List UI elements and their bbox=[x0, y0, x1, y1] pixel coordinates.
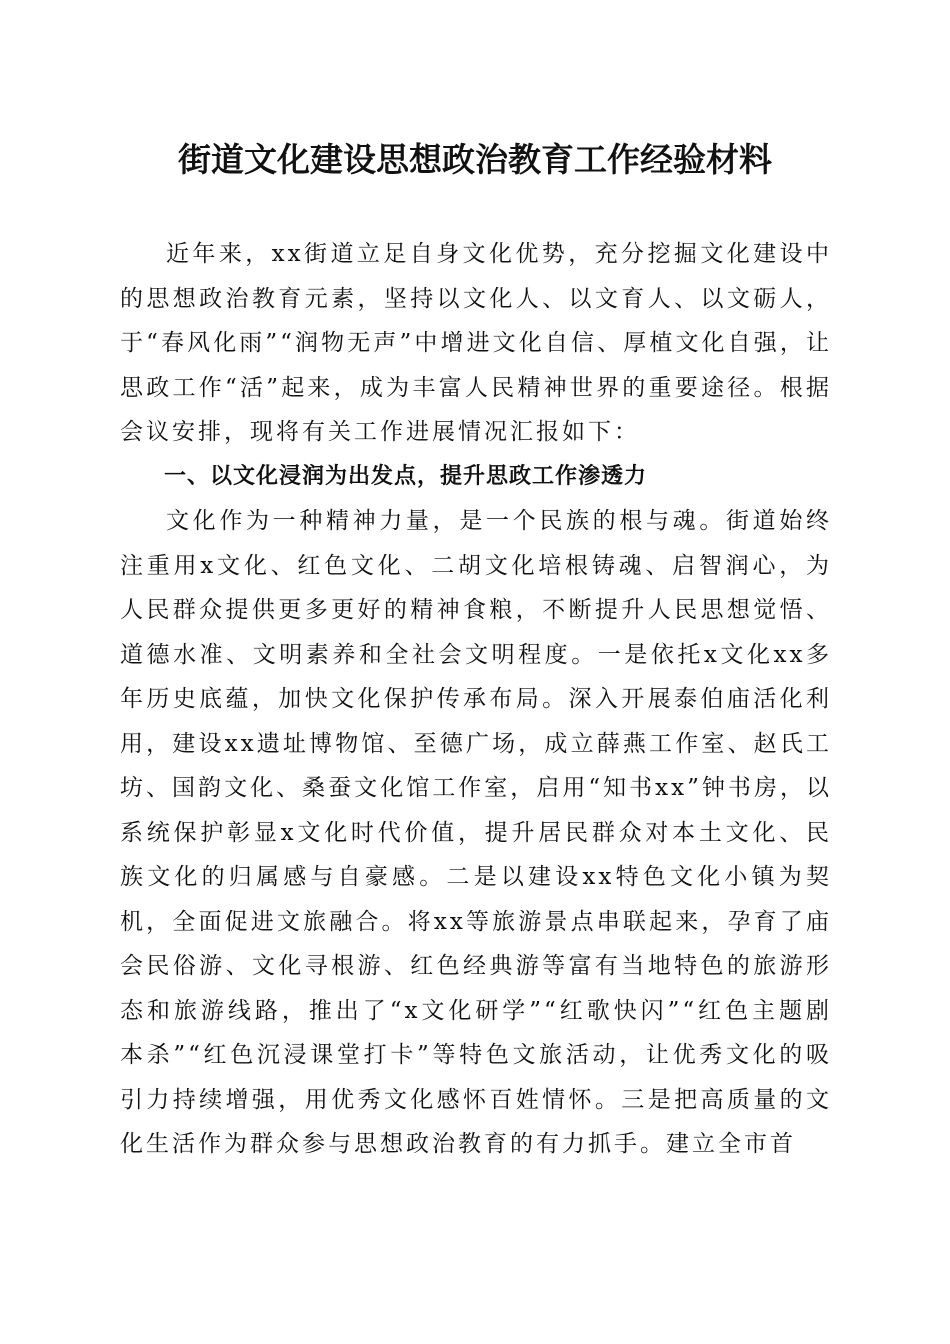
document-title: 街道文化建设思想政治教育工作经验材料 bbox=[178, 140, 772, 179]
section-heading: 一、以文化浸润为出发点，提升思政工作渗透力 bbox=[164, 463, 648, 489]
document-body bbox=[120, 232, 832, 1167]
intro-paragraph: 近年来，xx街道立足自身文化优势，充分挖掘文化建设中的思想政治教育元素，坚持以文化人、以文育人、以文砺人，于“春风化雨”“润物无声”中增进文化自信、厚植文化自强，让思政工作“活”起来，成为丰富人民精神世界的重要途径。根据会议安排，现将有关工作进展情况汇报如下： bbox=[120, 241, 832, 445]
section-paragraph: 文化作为一种精神力量，是一个民族的根与魂。街道始终注重用x文化、红色文化、二胡文化培根铸魂、启智润心，为人民群众提供更多更好的精神食粮，不断提升人民思想觉悟、道德水准、文明素养和全社会文明程度。一是依托x文化xx多年历史底蕴，加快文化保护传承布局。深入开展泰伯庙活化利用，建设xx遗址博物馆、至德广场，成立薛燕工作室、赵氏工坊、国韵文化、桑蚕文化馆工作室，启用“知书xx”钟书房，以系统保护彰显x文化时代价值，提升居民群众对本土文化、民族文化的归属感与自豪感。二是以建设xx特色文化小镇为契机，全面促进文旅融合。将xx等旅游景点串联起来，孕育了庙会民俗游、文化寻根游、红色经典游等富有当地特色的旅游形态和旅游线路，推出了“x文化研学”“红歌快闪”“红色主题剧本杀”“红色沉浸课堂打卡”等特色文旅活动，让优秀文化的吸引力持续增强，用优秀文化感怀百姓情怀。三是把高质量的文化生活作为群众参与思想政治教育的有力抓手。建立全市首 bbox=[120, 508, 832, 1157]
